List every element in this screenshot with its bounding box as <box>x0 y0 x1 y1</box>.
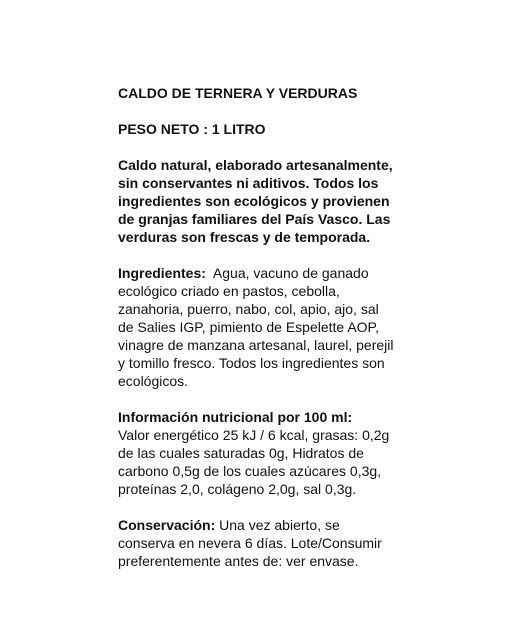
ingredients-line: de Salies IGP, pimiento de Espelette AOP, <box>118 319 379 335</box>
description-line: Caldo natural, elaborado artesanalmente, <box>118 157 393 173</box>
ingredients-text-start: Agua, vacuno de ganado <box>205 265 369 281</box>
description-line: sin conservantes ni aditivos. Todos los <box>118 175 379 191</box>
conservation-text-start: Una vez abierto, se <box>215 517 340 533</box>
net-weight: PESO NETO : 1 LITRO <box>118 121 266 137</box>
conservation-label: Conservación: <box>118 517 216 533</box>
nutrition-heading: Información nutricional por 100 ml: <box>118 409 353 425</box>
ingredients-line: zanahoria, puerro, nabo, col, apio, ajo, sal <box>118 301 379 317</box>
conservation-line: preferentemente antes de: ver envase. <box>118 553 359 569</box>
ingredients-line: y tomillo fresco. Todos los ingredientes son <box>118 355 385 371</box>
ingredients-first-line <box>118 264 408 282</box>
conservation-line: conserva en nevera 6 días. Lote/Consumir <box>118 535 382 551</box>
conservation-first-line <box>118 516 408 534</box>
ingredients-block <box>118 264 408 390</box>
product-title: CALDO DE TERNERA Y VERDURAS <box>118 85 358 101</box>
ingredients-line: ecológicos. <box>118 373 189 389</box>
conservation-block <box>118 516 408 570</box>
description-line: ingredientes son ecológicos y provienen <box>118 193 390 209</box>
product-label-document <box>118 84 408 570</box>
description-line: de granjas familiares del País Vasco. Las <box>118 211 391 227</box>
nutrition-line: de las cuales saturadas 0g, Hidratos de <box>118 445 364 461</box>
ingredients-label: Ingredientes: <box>118 265 206 281</box>
nutrition-line: proteínas 2,0, colágeno 2,0g, sal 0,3g. <box>118 481 357 497</box>
description-block <box>118 156 408 246</box>
nutrition-line: carbono 0,5g de los cuales azúcares 0,3g, <box>118 463 382 479</box>
nutrition-block <box>118 408 408 498</box>
description-line: verduras son frescas y de temporada. <box>118 229 371 245</box>
nutrition-line: Valor energético 25 kJ / 6 kcal, grasas: 0,2g <box>118 427 390 443</box>
ingredients-line: ecológico criado en pastos, cebolla, <box>118 283 340 299</box>
ingredients-line: vinagre de manzana artesanal, laurel, perejil <box>118 337 394 353</box>
